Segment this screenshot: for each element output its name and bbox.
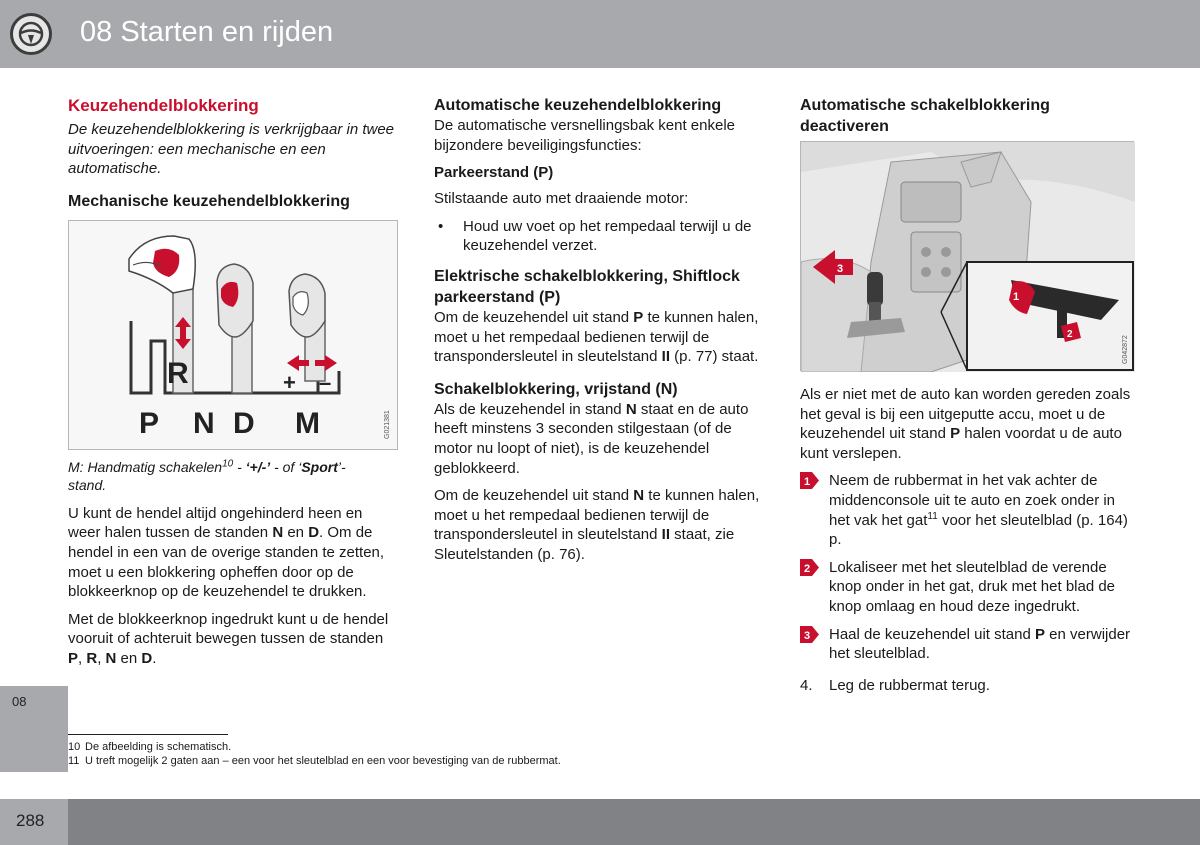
paragraph: De automatische versnellingsbak kent enkele bijzondere beveiligingsfuncties: bbox=[434, 117, 736, 154]
section-title: Elektrische schakelblokkering, Shiftlock parkeerstand (P) bbox=[434, 267, 740, 306]
section-title: Automatische schakelblokkering deactiveren bbox=[800, 97, 1050, 135]
gate-label-p: P bbox=[139, 406, 160, 440]
gate-label-d: D bbox=[233, 406, 255, 440]
chapter-side-tab bbox=[0, 686, 68, 772]
paragraph: Als de keuzehendel in stand N staat en de auto heeft minstens 3 seconden stilgestaan (of de motor nu loopt of niet), is de keuzehendel geblokkeerd. bbox=[434, 400, 749, 477]
page-header bbox=[0, 0, 1200, 68]
page-number: 288 bbox=[16, 811, 45, 830]
footnote: 11 U treft mogelijk 2 gaten aan – een voor het sleutelblad en een voor bevestiging van de rubbermat. bbox=[68, 755, 561, 767]
figure-caption: M: Handmatig schakelen$^{10}$ - ‘+/-’ - of ‘Sport’- stand. bbox=[68, 458, 346, 493]
chapter-side-tab-label: 08 bbox=[12, 694, 27, 709]
gate-label-plus: + bbox=[283, 369, 296, 395]
figure-label-3: 3 bbox=[837, 263, 844, 275]
paragraph: Met de blokkeerknop ingedrukt kunt u de hendel vooruit of achteruit bewegen tussen de standen P, R, N en D. bbox=[68, 610, 389, 667]
subsection-title: Parkeerstand (P) bbox=[434, 164, 554, 182]
column-3 bbox=[800, 95, 1135, 695]
steering-wheel-icon bbox=[10, 13, 52, 55]
page-footer bbox=[0, 799, 1200, 845]
column-2 bbox=[434, 95, 774, 565]
step-item: 2 Lokaliseer met het sleutelblad de verende knop onder in het gat, druk met het blad de knop omlaag en houd deze ingedrukt. bbox=[800, 558, 1135, 617]
console-figure bbox=[800, 141, 1134, 371]
step-item: 3 Haal de keuzehendel uit stand P en verwijder het sleutelblad. bbox=[800, 625, 1135, 664]
section-title: Automatische keuzehendelblokkering bbox=[434, 97, 722, 114]
step-badge-icon bbox=[800, 472, 819, 489]
gate-label-m: M bbox=[295, 406, 320, 440]
gear-gate-illustration bbox=[69, 221, 399, 451]
paragraph: U kunt de hendel altijd ongehinderd heen en weer halen tussen de standen N en D. Om de hendel in een van de overige standen te zetten, moet u een blokkering opheffen door op de blokkeerknop op de keuzehendel te drukken. bbox=[68, 504, 385, 601]
step-number: 4. bbox=[800, 676, 813, 694]
section-intro: De keuzehendelblokkering is verkrijgbaar in twee uitvoeringen: een mechanische en een automatische. bbox=[68, 121, 395, 178]
svg-text:1: 1 bbox=[804, 476, 811, 489]
bullet-dot: • bbox=[438, 217, 444, 235]
figure-code: G021381 bbox=[384, 409, 391, 439]
footnote: 10 De afbeelding is schematisch. bbox=[68, 741, 232, 753]
paragraph: Om de keuzehendel uit stand P te kunnen halen, moet u het rempedaal bedienen terwijl de transpondersleutel in sleutelstand II (p. 77) staat. bbox=[434, 308, 759, 366]
gate-label-n: N bbox=[193, 406, 215, 440]
subsection-title: Mechanische keuzehendelblokkering bbox=[68, 192, 350, 210]
figure-code: G042872 bbox=[1122, 335, 1129, 364]
section-title: Keuzehendelblokkering bbox=[68, 96, 259, 115]
column-1 bbox=[68, 95, 398, 669]
gear-gate-figure bbox=[68, 220, 398, 450]
step-item: 4. Leg de rubbermat terug. bbox=[800, 676, 990, 694]
list-item: • Houd uw voet op het rempedaal terwijl u de keuzehendel verzet. bbox=[438, 217, 752, 255]
step-item: 1 Neem de rubbermat in het vak achter de middenconsole uit te auto en zoek onder in het vak het gat$^{11}$ voor het sleutelblad (p. 164) p. bbox=[800, 471, 1135, 549]
gate-label-minus: – bbox=[319, 369, 332, 395]
step-badge-icon bbox=[800, 559, 819, 576]
section-title: Schakelblokkering, vrijstand (N) bbox=[434, 380, 678, 398]
footnotes bbox=[68, 740, 561, 768]
figure-label-2: 2 bbox=[1067, 329, 1073, 340]
gate-label-r: R bbox=[167, 356, 189, 390]
paragraph: Als er niet met de auto kan worden gereden zoals het geval is bij een uitgeputte accu, moet u de keuzehendel uit stand P halen voordat u de auto kunt verslepen. bbox=[800, 386, 1131, 462]
svg-text:2: 2 bbox=[804, 562, 811, 575]
page-number-box bbox=[0, 799, 68, 845]
center-console-illustration bbox=[801, 142, 1135, 372]
paragraph: Stilstaande auto met draaiende motor: bbox=[434, 190, 689, 208]
chapter-title: 08 Starten en rijden bbox=[80, 16, 334, 48]
paragraph: Om de keuzehendel uit stand N te kunnen halen, moet u het rempedaal bedienen terwijl de transpondersleutel in sleutelstand II staat, zie Sleutelstanden (p. 76). bbox=[434, 487, 760, 563]
step-badge-icon bbox=[800, 626, 819, 643]
footnote-divider bbox=[68, 734, 228, 735]
figure-label-1: 1 bbox=[1013, 291, 1020, 303]
svg-text:3: 3 bbox=[804, 629, 811, 642]
